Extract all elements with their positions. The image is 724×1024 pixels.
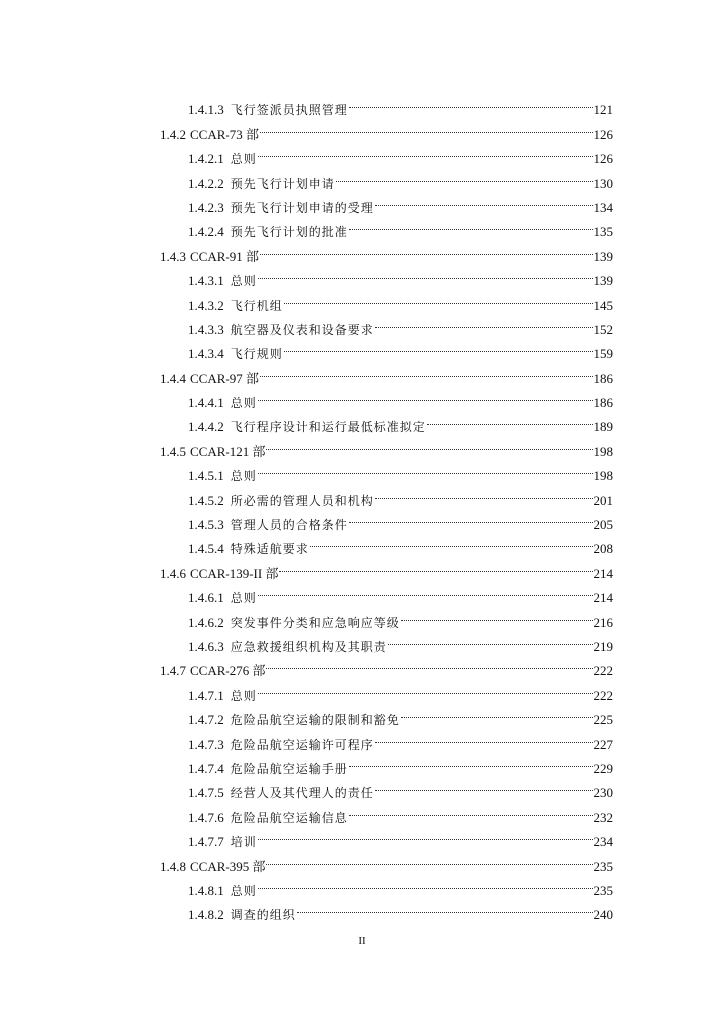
toc-dot-leader [284,285,593,309]
toc-entry-page: 126 [593,151,613,167]
toc-entry-page: 214 [593,565,613,581]
toc-entry-page: 145 [593,297,613,313]
toc-entry-page: 139 [593,273,613,289]
toc-dot-leader [258,675,593,699]
toc-entry-number: 1.4.3.4 [188,346,224,362]
toc-entry-title: 预先飞行计划申请的受理 [230,200,374,215]
toc-subsection-entry[interactable] [160,773,613,801]
toc-entry-title: 危险品航空运输信息 [230,810,348,825]
toc-dot-leader [336,163,593,187]
toc-dot-leader [401,602,593,626]
toc-entry-page: 186 [593,370,613,386]
toc-entry-number: 1.4.7.3 [188,736,224,752]
toc-entry-number: 1.4.2.4 [188,224,224,240]
toc-entry-number: 1.4.4 [160,370,186,386]
toc-subsection-entry[interactable] [160,895,613,923]
toc-entry-number: 1.4.2 [160,126,186,142]
toc-section-entry[interactable] [160,358,613,386]
toc-entry-number: 1.4.5.2 [188,492,224,508]
toc-entry-page: 208 [593,541,613,557]
toc-entry-title: 管理人员的合格条件 [230,518,348,533]
toc-subsection-entry[interactable] [160,90,613,118]
toc-dot-leader [349,749,593,773]
toc-entry-number: 1.4.6 [160,565,186,581]
toc-entry-number: 1.4.7.7 [188,834,224,850]
toc-entry-page: 159 [593,346,613,362]
toc-entry-number: 1.4.1.3 [188,102,224,118]
toc-subsection-entry[interactable] [160,822,613,850]
toc-dot-leader [266,431,592,455]
toc-entry-number: 1.4.7.6 [188,809,224,825]
toc-entry-title: 危险品航空运输许可程序 [230,737,374,752]
toc-dot-leader [258,139,593,163]
toc-dot-leader [284,334,593,358]
toc-entry-page: 135 [593,224,613,240]
toc-entry-title: CCAR-395 部 [190,858,266,874]
toc-entry-title: 总则 [230,152,257,167]
toc-dot-leader [260,236,593,260]
toc-dot-leader [401,700,593,724]
toc-dot-leader [258,871,593,895]
toc-entry-title: 总则 [230,883,257,898]
toc-dot-leader [375,310,593,334]
toc-entry-number: 1.4.2.1 [188,151,224,167]
toc-subsection-entry[interactable] [160,602,613,630]
toc-entry-number: 1.4.8.1 [188,882,224,898]
toc-entry-page: 186 [593,395,613,411]
page-number: II [358,935,366,947]
toc-entry-page: 230 [593,785,613,801]
toc-entry-title: 飞行机组 [230,298,283,313]
toc-dot-leader [297,895,593,919]
toc-entry-page: 214 [593,590,613,606]
toc-entry-title: 预先飞行计划的批准 [230,225,348,240]
toc-entry-title: 危险品航空运输手册 [230,761,348,776]
toc-dot-leader [266,651,592,675]
toc-subsection-entry[interactable] [160,188,613,215]
toc-entry-title: 调查的组织 [230,908,296,923]
toc-entry-page: 189 [593,419,613,435]
toc-section-entry[interactable] [160,553,613,581]
toc-dot-leader [279,553,592,577]
toc-dot-leader [258,261,593,285]
toc-subsection-entry[interactable] [160,724,613,752]
toc-entry-title: CCAR-97 部 [190,370,259,386]
toc-entry-number: 1.4.7.4 [188,760,224,776]
table-of-contents [160,90,613,923]
toc-entry-number: 1.4.6.3 [188,638,224,654]
toc-entry-title: CCAR-121 部 [190,443,266,459]
toc-entry-number: 1.4.7.1 [188,687,224,703]
toc-dot-leader [375,188,593,212]
toc-section-entry[interactable] [160,431,613,459]
toc-entry-title: CCAR-73 部 [190,126,259,142]
toc-entry-page: 222 [593,663,613,679]
toc-entry-page: 227 [593,736,613,752]
toc-entry-title: 总则 [230,688,257,703]
toc-entry-page: 152 [593,321,613,337]
toc-subsection-entry[interactable] [160,334,613,362]
toc-entry-title: CCAR-139-II 部 [190,565,279,581]
toc-dot-leader [349,90,593,114]
toc-entry-title: 应急救援组织机构及其职责 [230,639,387,654]
toc-entry-page: 225 [593,712,613,728]
toc-entry-title: 所必需的管理人员和机构 [230,493,374,508]
toc-entry-number: 1.4.5 [160,443,186,459]
toc-entry-title: 经营人及其代理人的责任 [230,786,374,801]
toc-entry-number: 1.4.8.2 [188,907,224,923]
toc-entry-page: 232 [593,809,613,825]
toc-entry-title: 突发事件分类和应急响应等级 [230,615,400,630]
toc-entry-title: 总则 [230,591,257,606]
toc-entry-number: 1.4.5.3 [188,517,224,533]
toc-entry-number: 1.4.5.1 [188,468,224,484]
toc-entry-page: 222 [593,687,613,703]
toc-entry-number: 1.4.3.1 [188,273,224,289]
toc-subsection-entry[interactable] [160,505,613,533]
toc-subsection-entry[interactable] [160,529,613,557]
toc-entry-page: 139 [593,248,613,264]
toc-entry-page: 235 [593,858,613,874]
toc-entry-title: CCAR-91 部 [190,248,259,264]
toc-entry-number: 1.4.7.2 [188,712,224,728]
toc-entry-number: 1.4.7.5 [188,785,224,801]
toc-entry-page: 198 [593,468,613,484]
toc-entry-title: 航空器及仪表和设备要求 [230,322,374,337]
toc-entry-title: 预先飞行计划申请 [230,176,335,191]
toc-subsection-entry[interactable] [160,407,613,435]
toc-section-entry[interactable] [160,114,613,142]
toc-entry-page: 219 [593,638,613,654]
toc-subsection-entry[interactable] [160,480,613,508]
toc-entry-page: 198 [593,443,613,459]
toc-entry-number: 1.4.7 [160,663,186,679]
toc-entry-number: 1.4.3 [160,248,186,264]
toc-subsection-entry[interactable] [160,700,613,728]
toc-entry-title: 飞行签派员执照管理 [230,103,348,118]
toc-section-entry[interactable] [160,651,613,679]
toc-entry-title: 总则 [230,274,257,289]
toc-entry-page: 201 [593,492,613,508]
toc-entry-title: 危险品航空运输的限制和豁免 [230,713,400,728]
toc-dot-leader [349,797,593,821]
toc-entry-page: 235 [593,882,613,898]
toc-entry-title: 特殊适航要求 [230,542,309,557]
toc-subsection-entry[interactable] [160,285,613,313]
toc-entry-number: 1.4.8 [160,858,186,874]
toc-entry-number: 1.4.6.1 [188,590,224,606]
toc-entry-page: 234 [593,834,613,850]
toc-entry-title: 总则 [230,469,257,484]
toc-entry-title: 培训 [230,835,257,850]
toc-entry-page: 126 [593,126,613,142]
toc-subsection-entry[interactable] [160,797,613,825]
toc-entry-number: 1.4.6.2 [188,614,224,630]
toc-entry-page: 205 [593,517,613,533]
toc-entry-page: 134 [593,199,613,215]
toc-dot-leader [310,529,593,553]
toc-entry-number: 1.4.3.2 [188,297,224,313]
toc-dot-leader [258,822,593,846]
toc-entry-page: 229 [593,760,613,776]
toc-entry-number: 1.4.2.2 [188,175,224,191]
toc-entry-page: 240 [593,907,613,923]
toc-dot-leader [375,724,593,748]
toc-dot-leader [388,627,593,651]
toc-entry-number: 1.4.4.1 [188,395,224,411]
toc-entry-title: 飞行程序设计和运行最低标准拟定 [230,420,426,435]
toc-subsection-entry[interactable] [160,310,613,337]
toc-subsection-entry[interactable] [160,163,613,191]
toc-dot-leader [258,578,593,602]
toc-entry-page: 130 [593,175,613,191]
toc-entry-title: CCAR-276 部 [190,663,266,679]
toc-entry-title: 飞行规则 [230,347,283,362]
toc-entry-number: 1.4.2.3 [188,199,224,215]
toc-section-entry[interactable] [160,846,613,874]
toc-dot-leader [258,383,593,407]
toc-section-entry[interactable] [160,236,613,264]
toc-dot-leader [258,456,593,480]
toc-dot-leader [349,505,593,529]
toc-entry-page: 216 [593,614,613,630]
toc-entry-title: 总则 [230,396,257,411]
toc-dot-leader [260,358,593,382]
toc-subsection-entry[interactable] [160,749,613,776]
toc-entry-number: 1.4.3.3 [188,321,224,337]
toc-subsection-entry[interactable] [160,212,613,240]
toc-dot-leader [375,773,593,797]
toc-dot-leader [260,114,593,138]
toc-dot-leader [375,480,593,504]
toc-dot-leader [427,407,593,431]
toc-dot-leader [349,212,593,236]
toc-dot-leader [266,846,592,870]
toc-entry-page: 121 [593,102,613,118]
toc-entry-number: 1.4.4.2 [188,419,224,435]
toc-entry-number: 1.4.5.4 [188,541,224,557]
